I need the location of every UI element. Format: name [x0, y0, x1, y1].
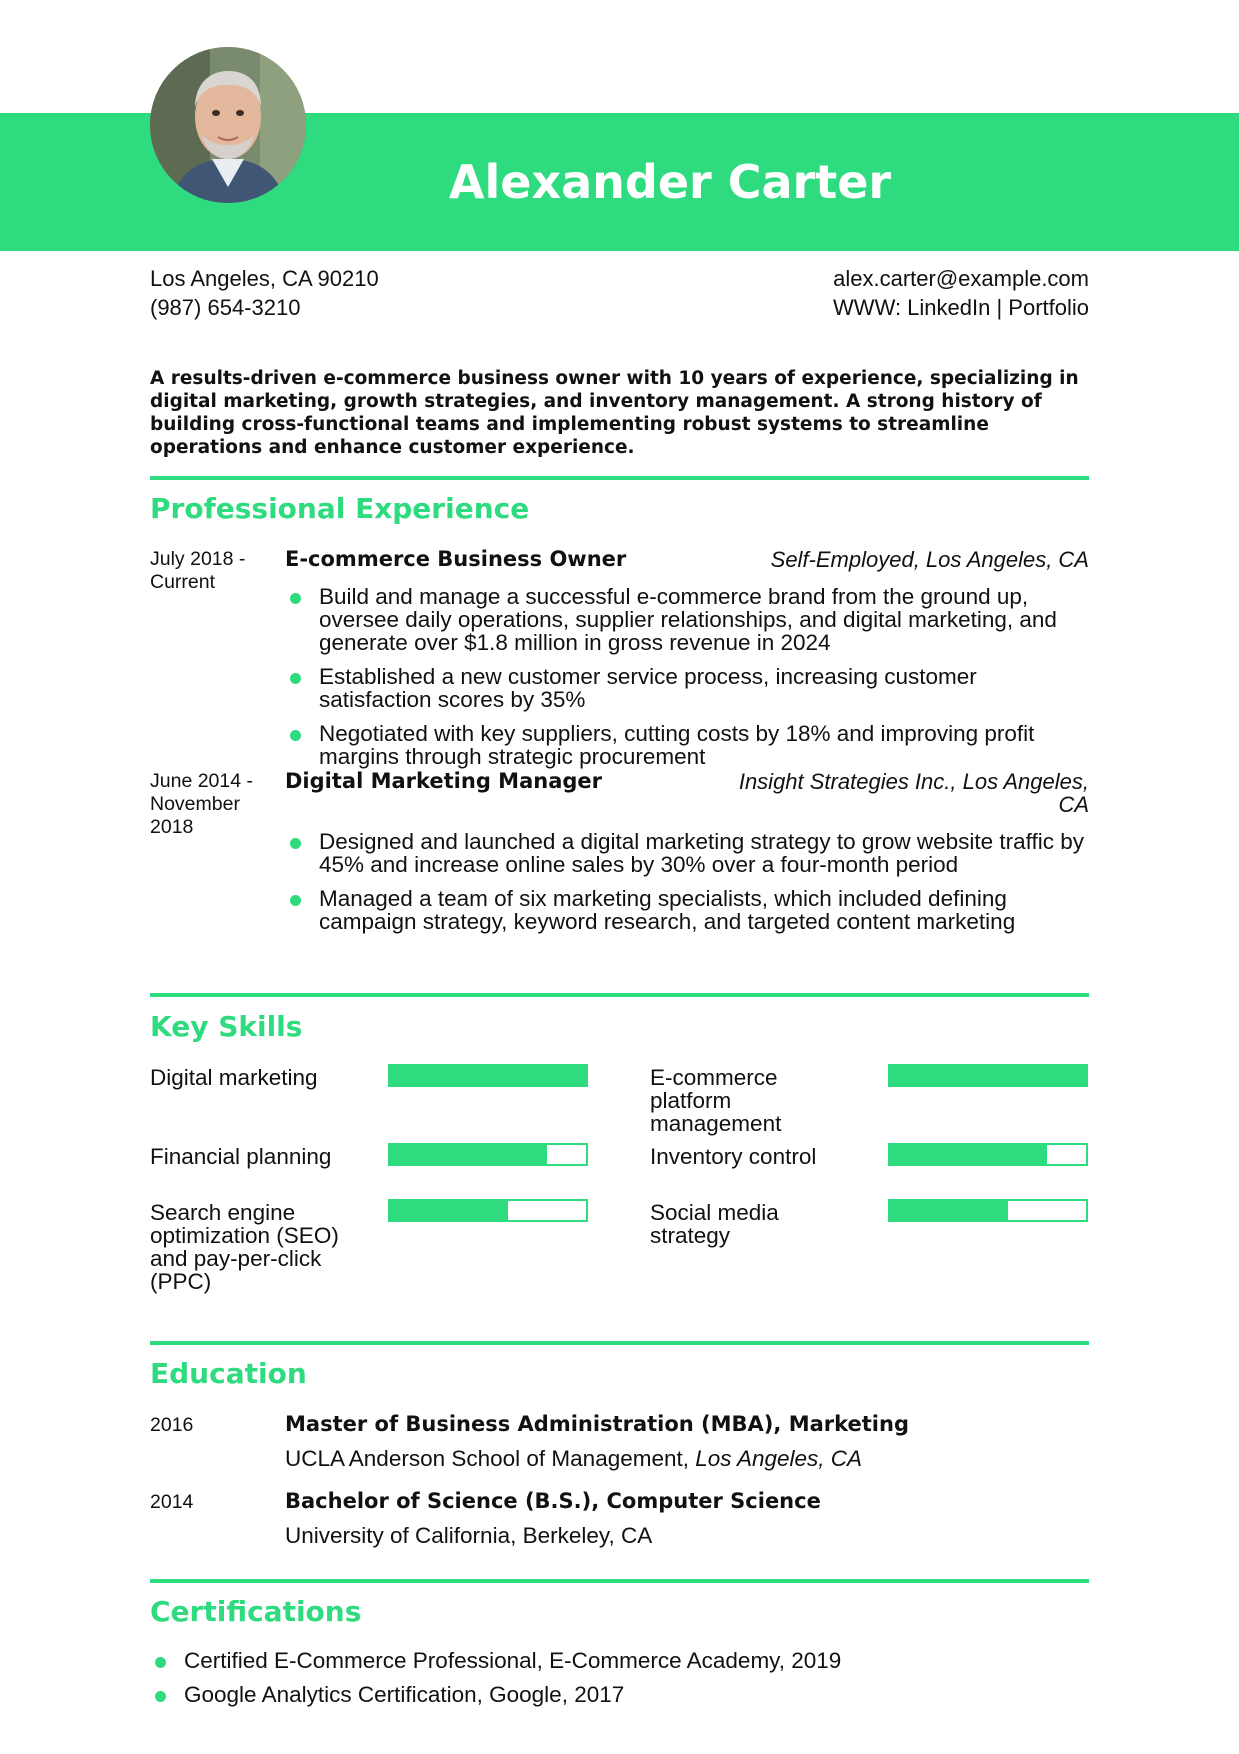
skill-label: Search engine optimization (SEO) and pay-per-click (PPC)	[150, 1200, 339, 1294]
job-date: June 2014 - November 2018	[150, 770, 253, 838]
email-link[interactable]: alex.carter@example.com	[833, 266, 1089, 291]
skill-level-fill	[890, 1201, 1008, 1220]
education-location: Los Angeles, CA	[695, 1446, 863, 1471]
section-title-skills: Key Skills	[150, 1010, 303, 1043]
job-company: Self-Employed, Los Angeles, CA	[770, 547, 1089, 572]
skill-label: Inventory control	[650, 1144, 817, 1169]
education-year: 2016	[150, 1414, 194, 1436]
phone: (987) 654-3210	[150, 295, 301, 320]
job-company: Insight Strategies Inc., Los Angeles, CA	[738, 769, 1089, 817]
skill-level-bar	[888, 1143, 1088, 1166]
education-school: UCLA Anderson School of Management, Los Angeles, CA	[285, 1446, 863, 1471]
list-item: Negotiated with key suppliers, cutting costs by 18% and improving profit margins through strategic procurement	[285, 722, 1090, 768]
list-item: Google Analytics Certification, Google, 2017	[150, 1682, 841, 1708]
candidate-name: Alexander Carter	[448, 155, 892, 209]
summary: A results-driven e-commerce business owner with 10 years of experience, specializing in digital marketing, growth strategies, and inventory management. A strong history of building cross-functional teams and implementing robust systems to streamline operations and enhance customer experience.	[150, 368, 1079, 458]
profile-links[interactable]: WWW: LinkedIn | Portfolio	[833, 295, 1089, 320]
skill-label: Digital marketing	[150, 1065, 318, 1090]
list-item: Certified E-Commerce Professional, E-Commerce Academy, 2019	[150, 1648, 841, 1674]
job-bullets	[285, 830, 1090, 944]
skill-level-bar	[388, 1199, 588, 1222]
list-item: Build and manage a successful e-commerce brand from the ground up, oversee daily operations, supplier relationships, and digital marketing, and generate over $1.8 million in gross revenue in 2024	[285, 585, 1090, 654]
education-degree: Bachelor of Science (B.S.), Computer Science	[285, 1489, 821, 1513]
skill-level-fill	[890, 1145, 1047, 1164]
bullet-icon	[290, 895, 301, 906]
job-title: E-commerce Business Owner	[285, 547, 627, 571]
section-title-education: Education	[150, 1357, 307, 1390]
section-divider	[150, 476, 1089, 480]
skill-level-bar	[388, 1143, 588, 1166]
section-divider	[150, 1341, 1089, 1345]
profile-photo	[150, 47, 306, 203]
list-item: Managed a team of six marketing specialists, which included defining campaign strategy, keyword research, and targeted content marketing	[285, 887, 1090, 933]
certification-list	[150, 1648, 841, 1716]
job-title: Digital Marketing Manager	[285, 769, 602, 793]
skill-level-fill	[890, 1066, 1086, 1085]
skill-level-fill	[390, 1145, 547, 1164]
education-degree: Master of Business Administration (MBA), Marketing	[285, 1412, 909, 1436]
skill-label: Social media strategy	[650, 1200, 779, 1248]
section-title-experience: Professional Experience	[150, 492, 530, 525]
bullet-icon	[290, 838, 301, 849]
skill-level-fill	[390, 1066, 586, 1085]
bullet-icon	[155, 1657, 166, 1668]
skill-level-fill	[390, 1201, 508, 1220]
skill-label: E-commerce platform management	[650, 1065, 782, 1136]
education-year: 2014	[150, 1491, 194, 1513]
bullet-icon	[290, 593, 301, 604]
bullet-icon	[290, 730, 301, 741]
section-divider	[150, 1579, 1089, 1583]
portrait-photo-icon	[150, 47, 306, 203]
skill-label: Financial planning	[150, 1144, 332, 1169]
skill-level-bar	[388, 1064, 588, 1087]
section-divider	[150, 993, 1089, 997]
section-title-certifications: Certifications	[150, 1595, 362, 1628]
skill-level-bar	[888, 1064, 1088, 1087]
job-bullets	[285, 585, 1090, 779]
address: Los Angeles, CA 90210	[150, 266, 379, 291]
skill-level-bar	[888, 1199, 1088, 1222]
contact-right	[833, 264, 1089, 322]
job-date: July 2018 - Current	[150, 548, 246, 593]
list-item: Established a new customer service process, increasing customer satisfaction scores by 35%	[285, 665, 1090, 711]
bullet-icon	[290, 673, 301, 684]
education-school: University of California, Berkeley, CA	[285, 1523, 653, 1548]
list-item: Designed and launched a digital marketing strategy to grow website traffic by 45% and increase online sales by 30% over a four-month period	[285, 830, 1090, 876]
contact-left	[150, 264, 379, 322]
bullet-icon	[155, 1691, 166, 1702]
